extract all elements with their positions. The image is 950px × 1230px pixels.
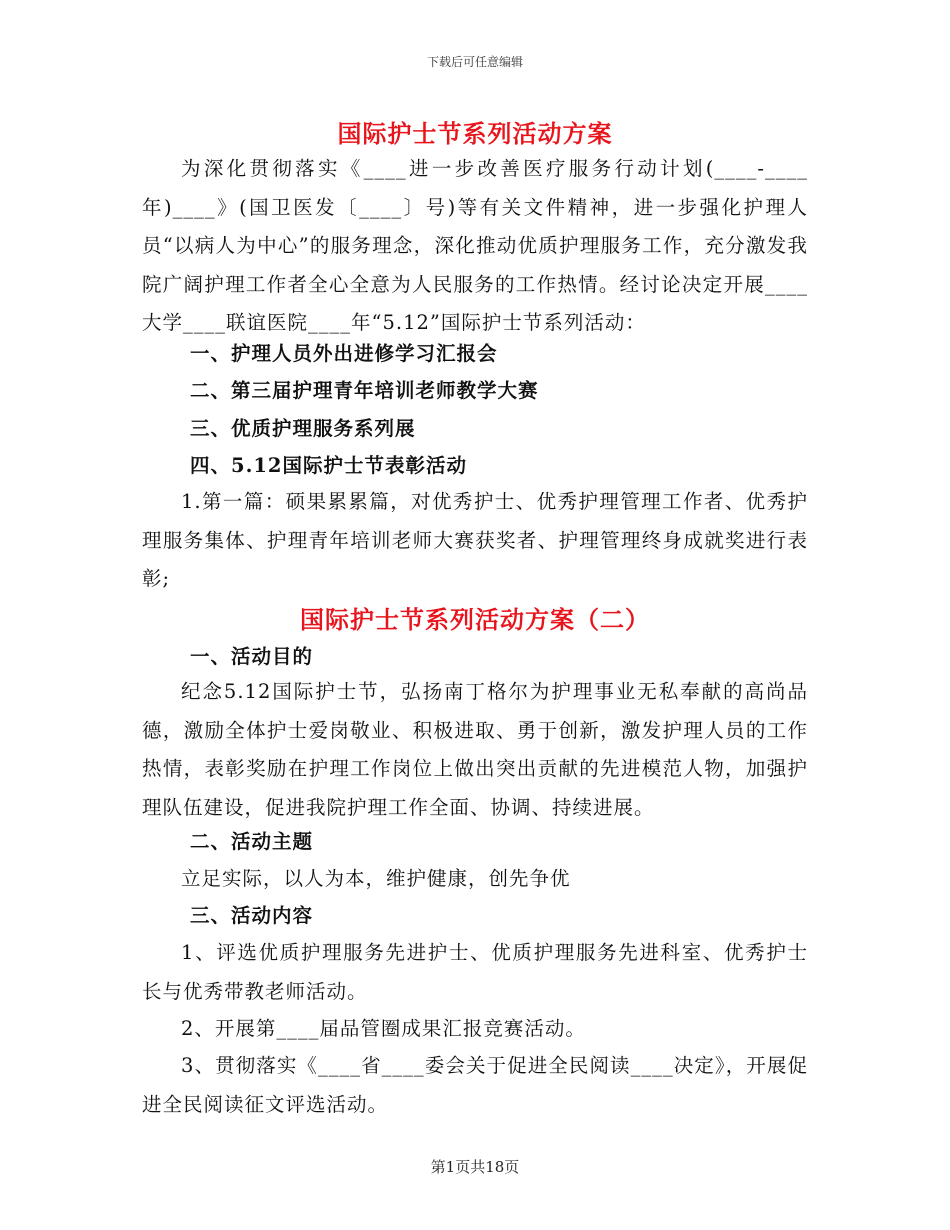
intro-paragraph: 为深化贯彻落实《____进一步改善医疗服务行动计划(____-____年)____》(国卫医发〔____〕号)等有关文件精神，进一步强化护理人员“以病人为中心”的服务理念，深化推动优质护理服务工作，充分激发我院广阔护理工作者全心全意为人民服务的工作热情。经讨论决定开展____大学____联谊医院____年“5.12”国际护士节系列活动： <box>142 157 808 334</box>
section-heading-purpose: 一、活动目的 <box>190 645 314 668</box>
content-item-2: 2、开展第____届品管圈成果汇报竞赛活动。 <box>181 1017 586 1040</box>
theme-paragraph: 立足实际，以人为本，维护健康，创先争优 <box>181 867 571 890</box>
item-heading-4: 四、5.12国际护士节表彰活动 <box>190 454 467 477</box>
section-heading-content: 三、活动内容 <box>190 904 314 927</box>
section-heading-theme: 二、活动主题 <box>190 830 314 853</box>
item-heading-2: 二、第三届护理青年培训老师教学大赛 <box>190 379 539 402</box>
content-item-3: 3、贯彻落实《____省____委会关于促进全民阅读____决定》，开展促进全民阅读征文评选活动。 <box>142 1054 808 1116</box>
content-item-1: 1、评选优质护理服务先进护士、优质护理服务先进科室、优秀护士长与优秀带教老师活动。 <box>142 941 808 1003</box>
item-heading-3: 三、优质护理服务系列展 <box>190 417 416 440</box>
page-number: 第1页共18页 <box>430 1158 520 1176</box>
award-paragraph: 1.第一篇：硕果累累篇，对优秀护士、优秀护理管理工作者、优秀护理服务集体、护理青年培训老师大赛获奖者、护理管理终身成就奖进行表彰; <box>142 490 808 590</box>
doc-title: 国际护士节系列活动方案 <box>337 119 613 148</box>
item-heading-1: 一、护理人员外出进修学习汇报会 <box>190 342 498 365</box>
doc2-title: 国际护士节系列活动方案（二） <box>300 605 650 634</box>
purpose-paragraph: 纪念5.12国际护士节，弘扬南丁格尔为护理事业无私奉献的高尚品德，激励全体护士爱岗敬业、积极进取、勇于创新，激发护理人员的工作热情，表彰奖励在护理工作岗位上做出突出贡献的先进模范人物，加强护理队伍建设，促进我院护理工作全面、协调、持续进展。 <box>142 680 808 819</box>
page-header-note: 下载后可任意编辑 <box>426 55 523 69</box>
